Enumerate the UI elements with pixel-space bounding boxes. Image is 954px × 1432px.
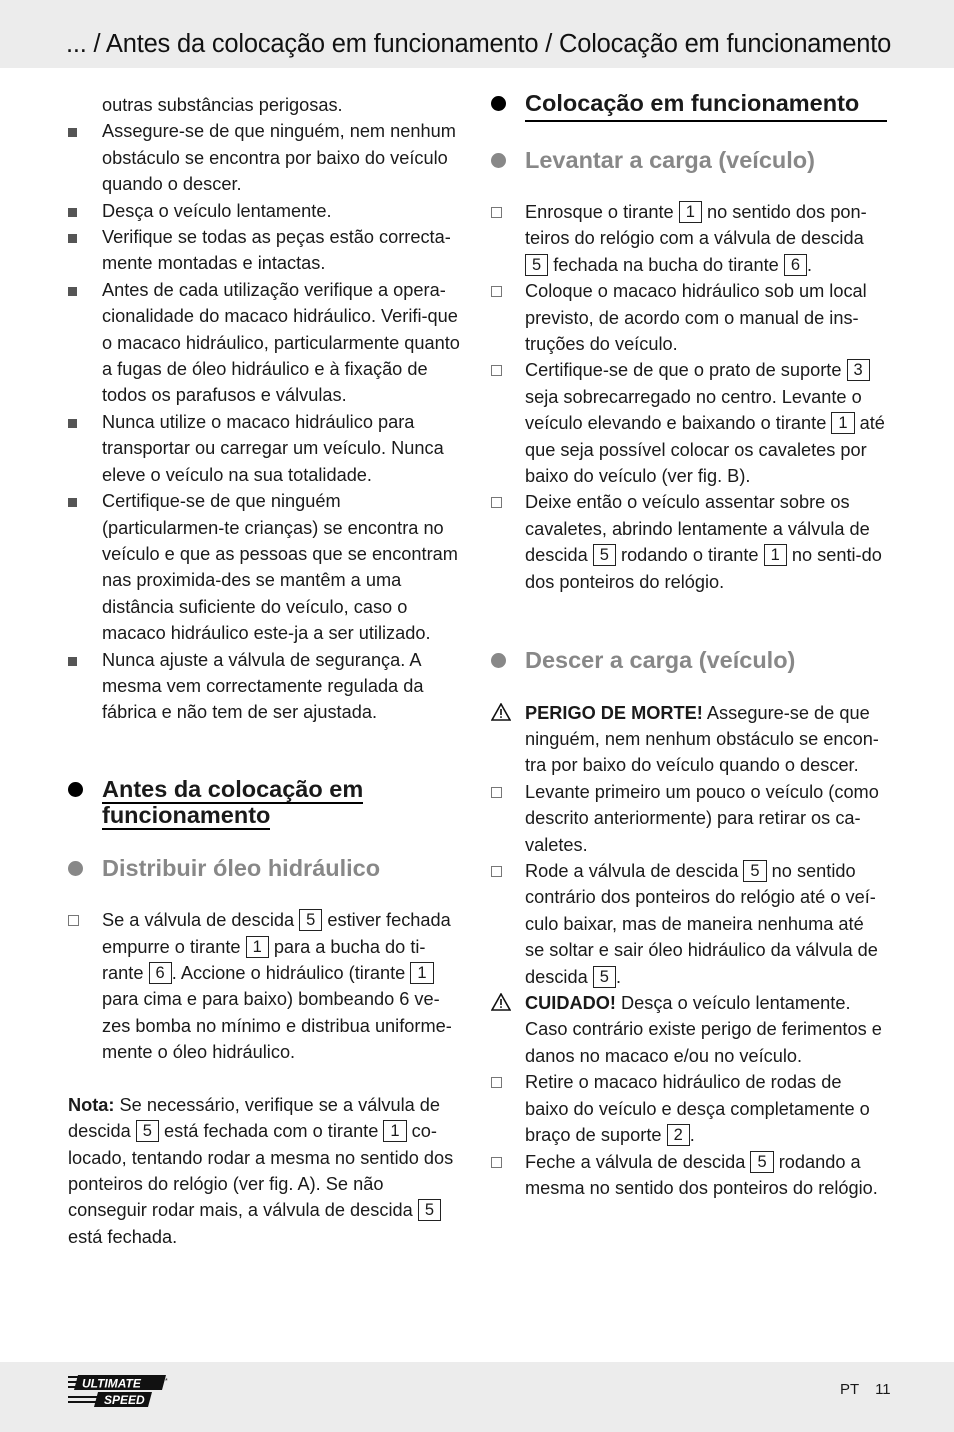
checkbox-bullet-icon — [491, 207, 502, 218]
section-heading-text: Colocação em funcionamento — [525, 90, 887, 122]
part-ref-badge: 5 — [750, 1151, 773, 1173]
step-text: seja sobrecarregado no centro. Levante o veículo elevando e baixando o tirante — [525, 386, 862, 434]
step-text: Feche a válvula de descida — [525, 1151, 746, 1172]
step-item — [491, 357, 887, 489]
part-ref-badge: 3 — [847, 359, 870, 381]
list-item — [68, 198, 464, 224]
bullet-dot-icon — [68, 861, 83, 876]
page-footer — [0, 1362, 954, 1432]
bullet-text: Assegure-se de que ninguém, nem nenhum obstáculo se encontra por baixo do veículo quando o descer. — [102, 121, 456, 195]
part-ref-badge: 5 — [299, 909, 322, 931]
continued-text: outras substâncias perigosas. — [102, 95, 343, 115]
part-ref-badge: 1 — [764, 544, 787, 566]
part-ref-badge: 5 — [593, 544, 616, 566]
step-item — [68, 907, 464, 1065]
step-text: . — [689, 1125, 695, 1146]
step-text: Enrosque o tirante — [525, 202, 674, 222]
part-ref-badge: 5 — [593, 966, 616, 988]
checkbox-bullet-icon — [491, 286, 502, 297]
warning-item — [491, 700, 887, 779]
square-bullet-icon — [68, 498, 77, 507]
square-bullet-icon — [68, 657, 77, 666]
part-ref-badge: 5 — [136, 1120, 159, 1142]
section-heading — [491, 90, 887, 122]
bullet-dot-icon — [491, 153, 506, 168]
subsection-heading-text: Distribuir óleo hidráulico — [102, 854, 381, 881]
page-header — [0, 0, 954, 68]
step-item — [491, 489, 887, 595]
square-bullet-icon — [68, 208, 77, 217]
checkbox-bullet-icon — [491, 866, 502, 877]
subsection-heading — [491, 147, 887, 174]
step-text: Certifique-se de que o prato de suporte — [525, 360, 842, 381]
step-text: rodando o tirante — [621, 545, 759, 566]
bullet-text: Verifique se todas as peças estão correcta-mente montadas e intactas. — [102, 227, 451, 274]
step-text: estiver fechada empurre o tirante — [102, 910, 451, 957]
step-text: Rode a válvula de descida — [525, 861, 739, 882]
section-heading — [68, 776, 464, 829]
part-ref-badge: 2 — [667, 1124, 690, 1146]
square-bullet-icon — [68, 128, 77, 137]
svg-text:ULTIMATE: ULTIMATE — [82, 1376, 141, 1391]
part-ref-badge: 1 — [246, 936, 269, 958]
list-item — [68, 277, 464, 409]
step-text: para a bucha do ti-rante — [102, 936, 426, 984]
note-label: Nota: — [68, 1094, 115, 1115]
list-item — [68, 92, 464, 118]
page-number — [840, 1381, 891, 1398]
warning-item — [491, 990, 887, 1069]
page-title: ... / Antes da colocação em funcionamento / Colocação em funcionamento — [66, 30, 892, 58]
step-text: Levante primeiro um pouco o veículo (como descrito anteriormente) para retirar os ca-valetes. — [525, 781, 879, 855]
svg-text:*: * — [165, 1378, 168, 1385]
checkbox-bullet-icon — [491, 365, 502, 376]
note-text: está fechada com o tirante — [164, 1121, 379, 1142]
part-ref-badge: 1 — [831, 412, 854, 434]
bullet-dot-icon — [68, 782, 83, 797]
step-item — [491, 199, 887, 278]
bullet-text: Certifique-se de que ninguém (particularmen-te crianças) se encontra no veículo e que as pessoas que se encontram nas proximida-des se mantêm a uma distância suficiente do veículo, caso o macaco hidráulico este-ja a ser utilizado. — [102, 491, 458, 644]
warning-text: Desça o veículo lentamente. Caso contrário existe perigo de ferimentos e danos no macaco e/ou no veículo. — [525, 993, 882, 1066]
part-ref-badge: 1 — [679, 201, 702, 223]
note-text: está fechada. — [68, 1226, 178, 1247]
checkbox-bullet-icon — [491, 497, 502, 508]
step-text: . — [807, 254, 813, 275]
step-item — [491, 1149, 887, 1202]
bullet-dot-icon — [491, 653, 506, 668]
step-item — [491, 858, 887, 990]
warning-triangle-icon — [491, 702, 511, 728]
part-ref-badge: 6 — [784, 254, 807, 276]
section-heading-text: Antes da colocação em funcionamento — [102, 775, 364, 829]
warning-text: Assegure-se de que ninguém, nem nenhum obstáculo se encon-tra por baixo do veículo quando o descer. — [525, 702, 879, 776]
note-text: co-locado, tentando rodar a mesma no sentido dos ponteiros do relógio (ver fig. A). Se não conseguir rodar mais, a válvula de descida — [68, 1121, 454, 1221]
part-ref-badge: 5 — [418, 1199, 441, 1221]
step-text: até que seja possível colocar os cavaletes por baixo do veículo (ver fig. B). — [525, 413, 885, 487]
step-item — [491, 1069, 887, 1148]
square-bullet-icon — [68, 234, 77, 243]
step-text: Deixe então o veículo assentar sobre os cavaletes, abrindo lentamente a válvula de descida — [525, 492, 870, 566]
list-item — [68, 224, 464, 277]
bullet-text: Desça o veículo lentamente. — [102, 200, 332, 221]
part-ref-badge: 5 — [743, 860, 766, 882]
step-text: para cima e para baixo) bombeando 6 ve-zes bomba no mínimo e distribua uniforme-mente o óleo hidráulico. — [102, 989, 452, 1063]
subsection-heading — [68, 855, 464, 882]
list-item — [68, 488, 464, 646]
warning-triangle-icon — [491, 992, 511, 1018]
square-bullet-icon — [68, 419, 77, 428]
step-text: . Accione o hidráulico (tirante — [171, 963, 406, 984]
step-text: no sentido dos pon-teiros do relógio com a válvula de descida — [525, 202, 867, 249]
part-ref-badge: 1 — [383, 1120, 406, 1142]
subsection-heading — [491, 647, 887, 674]
list-item — [68, 409, 464, 488]
step-item — [491, 779, 887, 858]
step-text: no sentido contrário dos ponteiros do relógio até o veí-culo baixar, mas de maneira nenhuma até se soltar e sair óleo hidráulico da válvula de descida — [525, 861, 878, 987]
checkbox-bullet-icon — [491, 787, 502, 798]
bullet-dot-icon — [491, 96, 506, 111]
note-paragraph — [68, 1092, 464, 1250]
step-text: rodando a mesma no sentido dos ponteiros do relógio. — [525, 1151, 878, 1198]
warning-label: PERIGO DE MORTE! — [525, 702, 703, 723]
step-text: Se a válvula de descida — [102, 910, 295, 931]
square-bullet-icon — [68, 287, 77, 296]
step-text: . — [615, 966, 622, 987]
part-ref-badge: 6 — [149, 962, 172, 984]
page-number-value: 11 — [875, 1381, 891, 1398]
step-item — [491, 278, 887, 357]
note-text: Se necessário, verifique se a válvula de descida — [68, 1094, 441, 1142]
ultimate-speed-logo — [66, 1374, 172, 1408]
checkbox-bullet-icon — [491, 1157, 502, 1168]
right-column — [491, 90, 887, 1201]
bullet-text: Nunca ajuste a válvula de segurança. A mesma vem correctamente regulada da fábrica e não tem de ser ajustada. — [102, 649, 424, 723]
left-column — [68, 90, 464, 1250]
subsection-heading-text: Descer a carga (veículo) — [525, 647, 796, 674]
step-text: Retire o macaco hidráulico de rodas de baixo do veículo e desça completamente o braço de suporte — [525, 1072, 870, 1146]
step-text: fechada na bucha do tirante — [553, 254, 779, 275]
part-ref-badge: 5 — [525, 254, 548, 276]
step-text: no senti-do dos ponteiros do relógio. — [525, 545, 882, 592]
svg-text:SPEED: SPEED — [104, 1393, 145, 1407]
checkbox-bullet-icon — [68, 915, 79, 926]
warning-label: CUIDADO! — [525, 993, 616, 1014]
list-item — [68, 647, 464, 726]
language-code: PT — [840, 1381, 859, 1398]
step-text: Coloque o macaco hidráulico sob um local previsto, de acordo com o manual de ins-truções do veículo. — [525, 281, 867, 355]
checkbox-bullet-icon — [491, 1077, 502, 1088]
bullet-text: Antes de cada utilização verifique a opera-cionalidade do macaco hidráulico. Verifi-que o macaco hidráulico, particularmente quanto a fugas de óleo hidráulico e à fixação de todos os parafusos e válvulas. — [102, 279, 460, 406]
bullet-text: Nunca utilize o macaco hidráulico para transportar ou carregar um veículo. Nunca eleve o veículo na sua totalidade. — [102, 411, 444, 485]
subsection-heading-text: Levantar a carga (veículo) — [525, 146, 815, 173]
list-item — [68, 118, 464, 197]
part-ref-badge: 1 — [410, 962, 433, 984]
